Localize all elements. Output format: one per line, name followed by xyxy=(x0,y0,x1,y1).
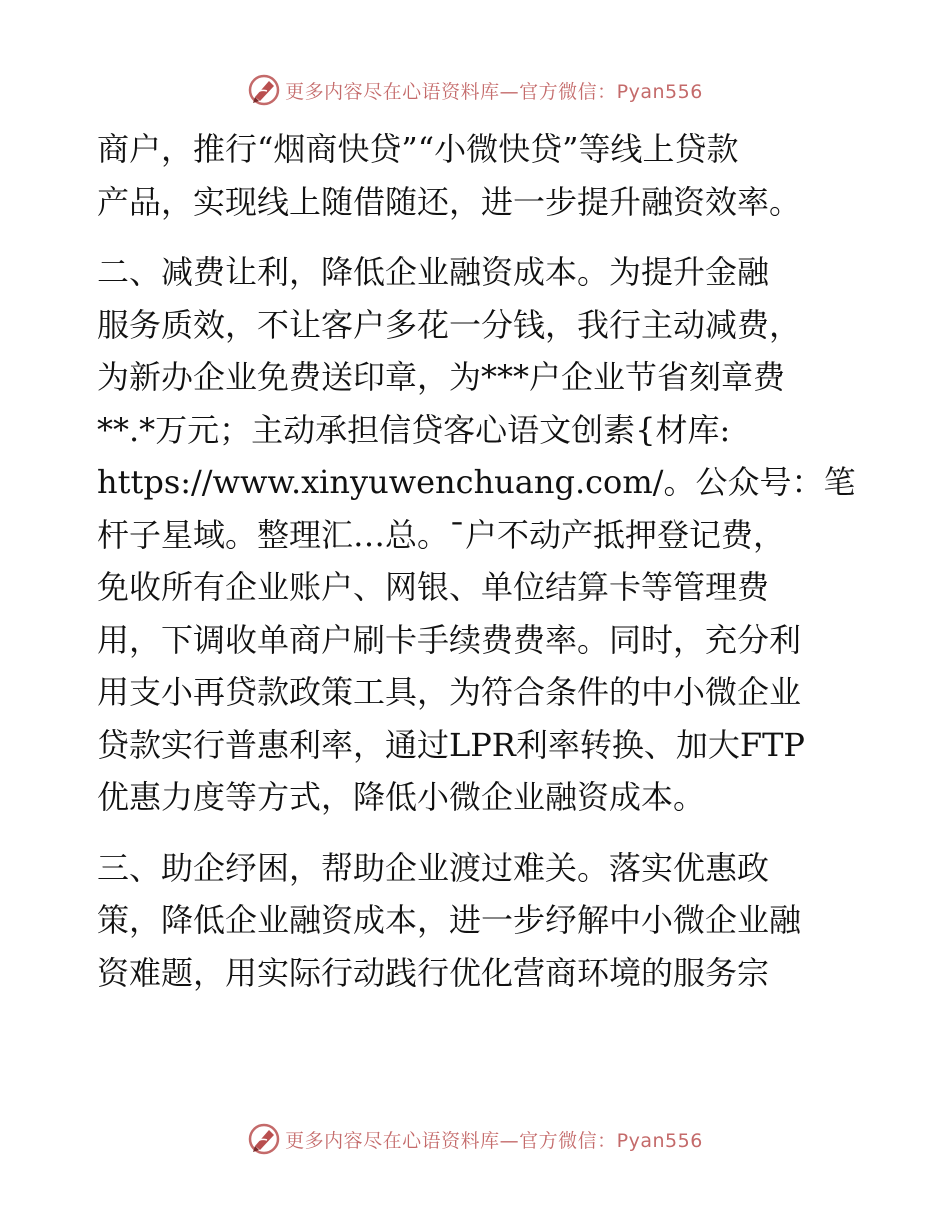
watermark-text: 更多内容尽在心语资料库—官方微信：Pyan556 xyxy=(285,80,703,103)
text-line: https://www.xinyuwenchuang.com/。公众号：笔 xyxy=(97,463,856,501)
paragraph xyxy=(97,842,857,1000)
paragraph xyxy=(97,246,857,824)
text-line: 贷款实行普惠利率，通过LPR利率转换、加大FTP xyxy=(97,725,805,764)
paragraph xyxy=(97,123,857,228)
text-line: 优惠力度等方式，降低小微企业融资成本。 xyxy=(97,778,706,816)
document-body xyxy=(97,123,857,999)
text-line: 策，降低企业融资成本，进一步纾解中小微企业融 xyxy=(97,901,802,939)
watermark-text: 更多内容尽在心语资料库—官方微信：Pyan556 xyxy=(285,1129,703,1152)
text-line: 服务质效，不让客户多花一分钱，我行主动减费， xyxy=(97,305,802,344)
header-watermark xyxy=(0,70,950,110)
text-line: 二、减费让利，降低企业融资成本。为提升金融 xyxy=(97,253,770,291)
text-line: 资难题，用实际行动践行优化营商环境的服务宗 xyxy=(97,953,770,992)
footer-watermark xyxy=(0,1119,950,1159)
text-line: 商户，推行“烟商快贷”“小微快贷”等线上贷款 xyxy=(97,130,739,168)
text-line: 免收所有企业账户、网银、单位结算卡等管理费 xyxy=(97,568,770,606)
pen-logo-icon xyxy=(247,73,281,107)
text-line: 用，下调收单商户刷卡手续费费率。同时，充分利 xyxy=(97,620,802,659)
text-line: 产品，实现线上随借随还，进一步提升融资效率。 xyxy=(97,182,802,221)
text-line: **.*万元；主动承担信贷客心语文创素{材库: xyxy=(97,410,731,449)
text-line: 杆子星域。整理汇…总。¯户不动产抵押登记费， xyxy=(97,515,786,554)
text-line: 用支小再贷款政策工具，为符合条件的中小微企业 xyxy=(97,673,802,711)
text-line: 三、助企纾困，帮助企业渡过难关。落实优惠政 xyxy=(97,848,770,887)
text-line: 为新办企业免费送印章，为***户企业节省刻章费 xyxy=(97,358,786,396)
pen-logo-icon xyxy=(247,1122,281,1156)
